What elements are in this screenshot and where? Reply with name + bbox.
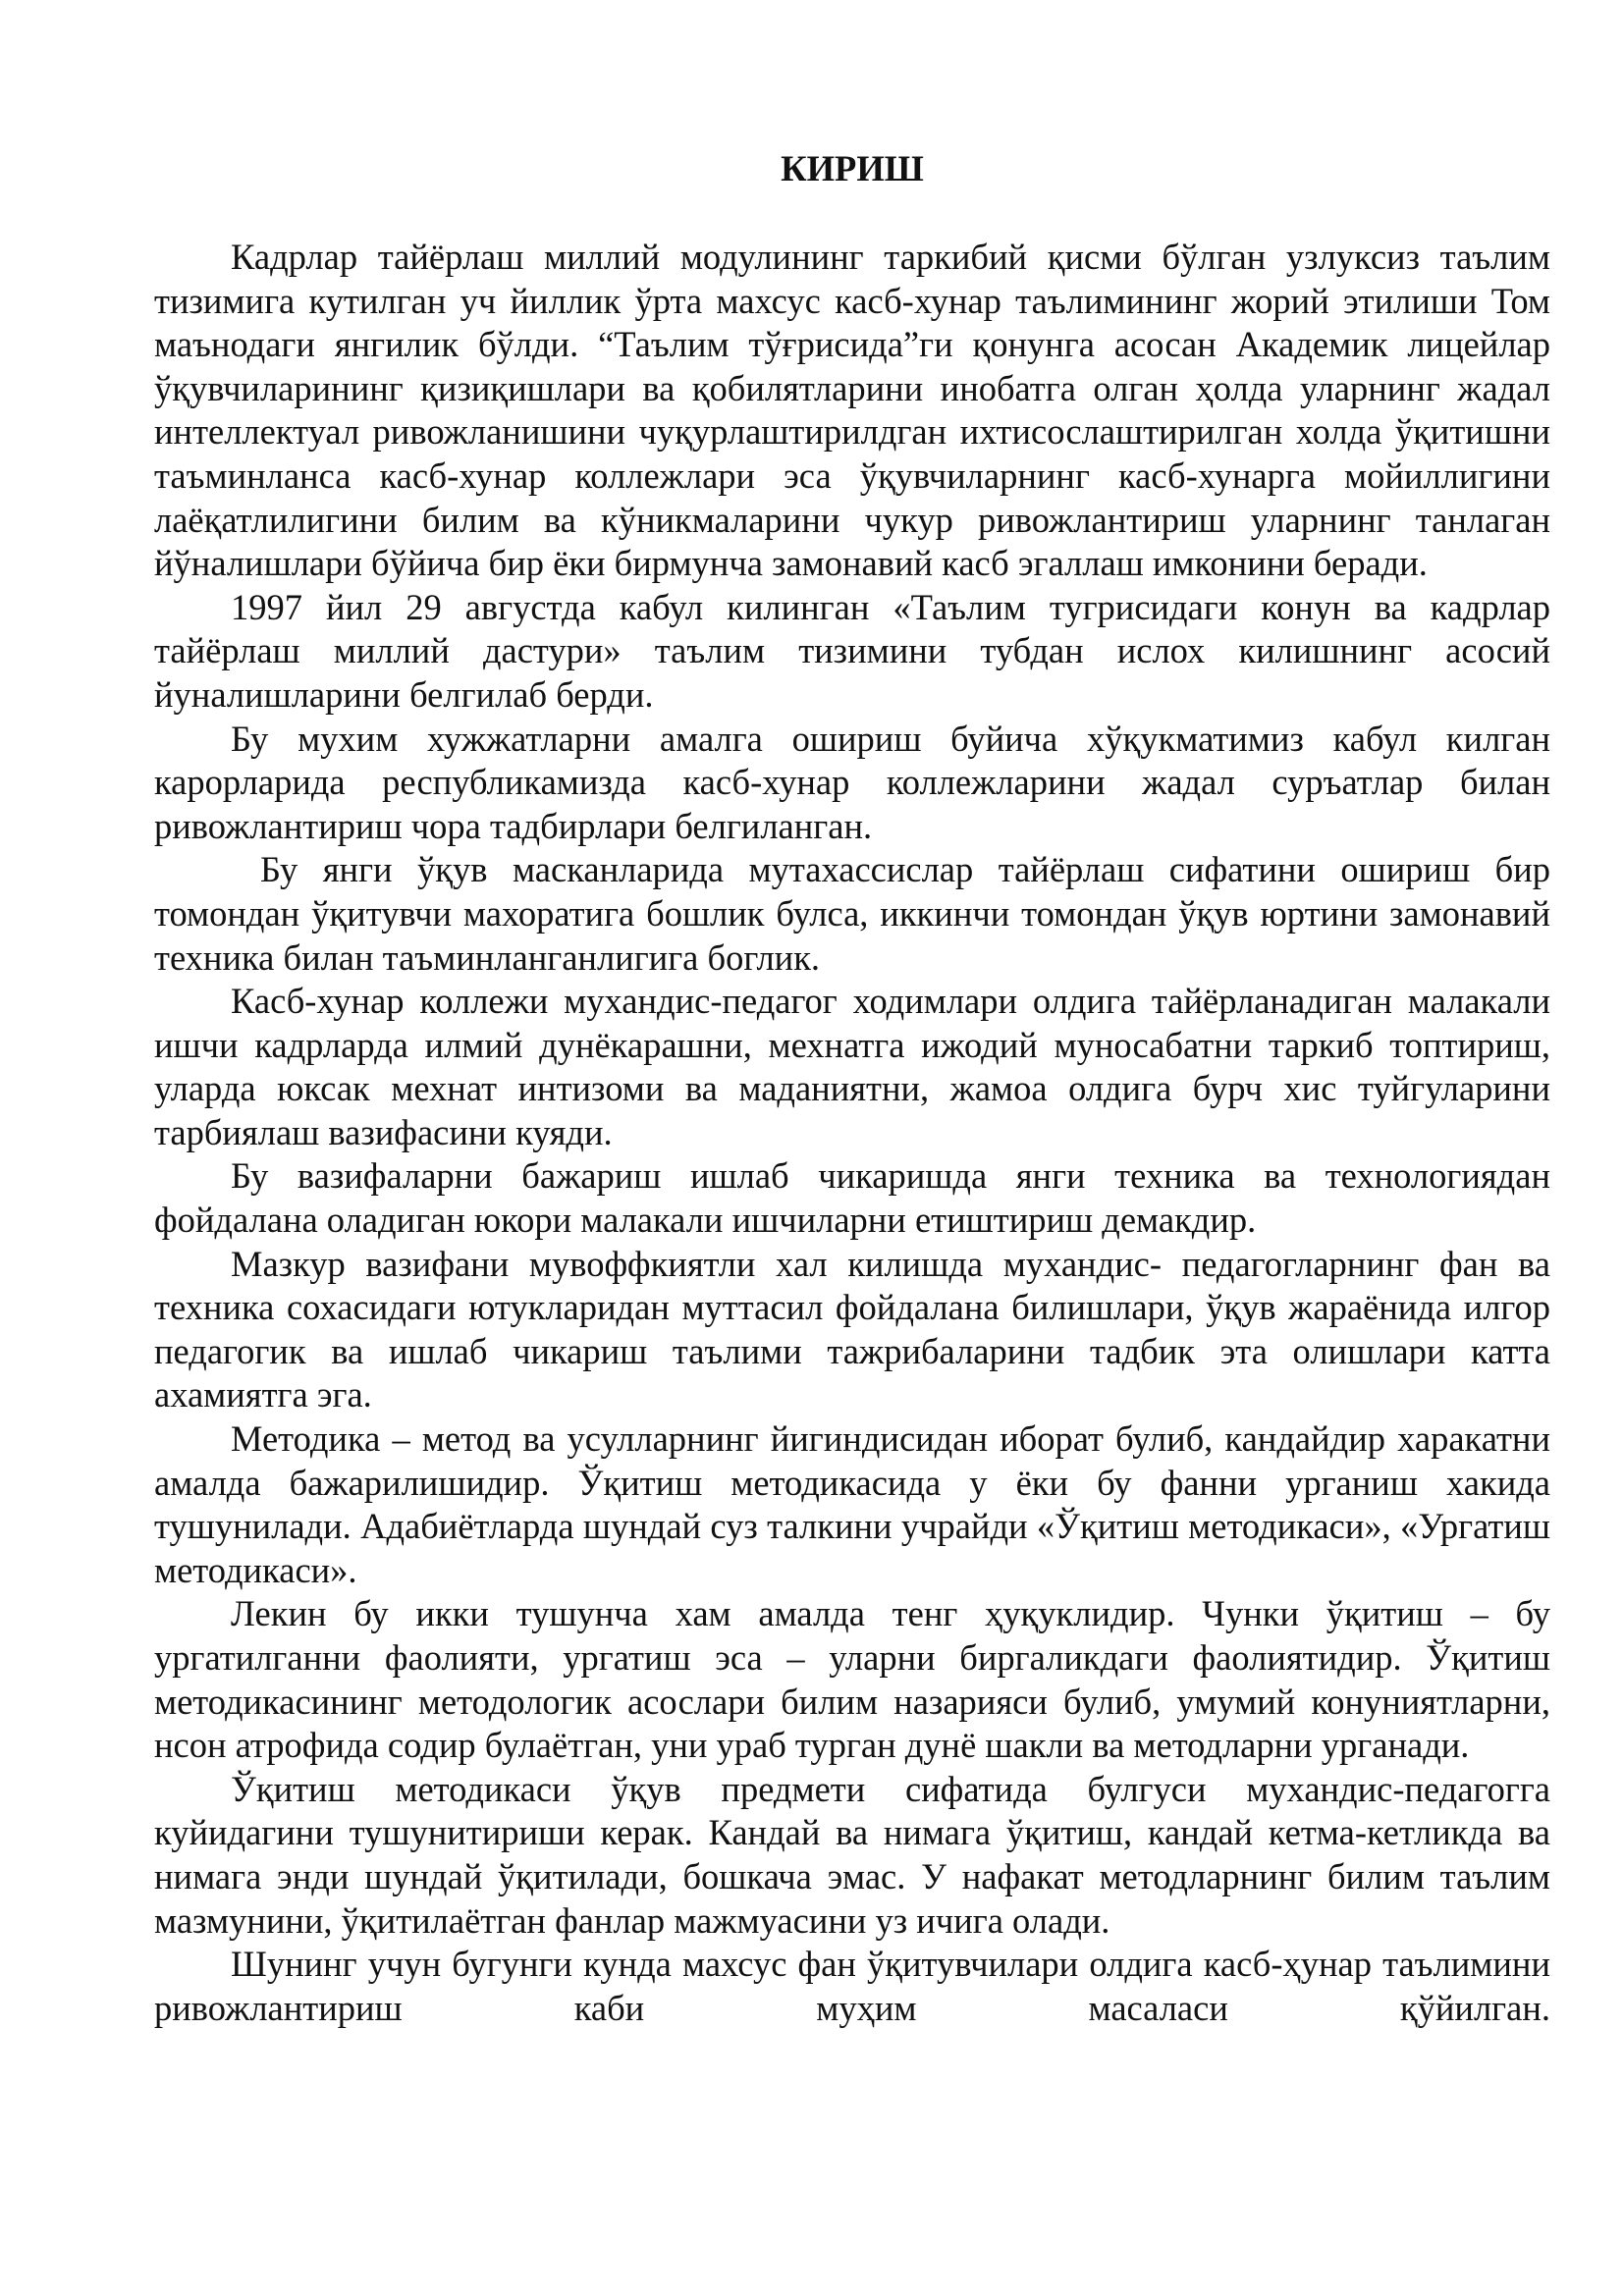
paragraph-conclusion: Шунинг учун бугунги кунда махсус фан ўқитувчилари олдига касб-ҳунар таълимини ривожлантириш каби муҳим масаласи қўйилган. [154,1944,1550,2028]
paragraph-intro: Кадрлар тайёрлаш миллий модулининг таркибий қисми бўлган узлуксиз таълим тизимига кутилган уч йиллик ўрта махсус касб-хунар таълимининг жорий этилиши Том маънодаги янгилик бўлди. “Таълим тўғрисида”ги қонунга асосан Академик лицейлар ўқувчиларининг қизиқишлари ва қобилятларини инобатга олган ҳолда уларнинг жадал интеллектуал ривожланишини чуқурлаштирилдган ихтисослаштирилган холда ўқитишни таъминланса касб-хунар коллежлари эса ўқувчиларнинг касб-хунарга мойиллигини лаёқатлилигини билим ва кўникмаларини чукур ривожлантириш уларнинг танлаган йўналишлари бўйича бир ёки бирмунча замонавий касб эгаллаш имконини беради. [154,237,1550,584]
document-page [154,147,1550,2030]
paragraph-college-staff: Касб-хунар коллежи мухандис-педагог ходимлари олдига тайёрланадиган малакали ишчи кадрларда илмий дунёкарашни, мехнатга ижодий муносабатни таркиб топтириш, уларда юксак мехнат интизоми ва маданиятни, жамоа олдига бурч хис туйгуларини тарбиялаш вазифасини куяди. [154,981,1550,1152]
paragraph-tasks: Бу вазифаларни бажариш ишлаб чикаришда янги техника ва технологиядан фойдалана оладиган юкори малакали ишчиларни етиштириш демакдир. [154,1155,1550,1241]
paragraph-methodology-definition: Методика – метод ва усулларнинг йигиндисидан иборат булиб, кандайдир харакатни амалда бажарилишидир. Ўқитиш методикасида у ёки бу фанни урганиш хакида тушунилади. Адабиётларда шундай суз талкини учрайди «Ўқитиш методикаси», «Ургатиш методикаси». [154,1418,1550,1590]
paragraph-government-decisions: Бу мухим хужжатларни амалга ошириш буйича хўқукматимиз кабул килган карорларида республикамизда касб-хунар коллежларини жадал суръатлар билан ривожлантириш чора тадбирлари белгиланган. [154,718,1550,846]
paragraph-1997-law: 1997 йил 29 августда кабул килинган «Таълим тугрисидаги конун ва кадрлар тайёрлаш миллий дастури» таълим тизимини тубдан ислох килишнинг асосий йуналишларини белгилаб берди. [154,586,1550,715]
paragraph-teaching-subject: Ўқитиш методикаси ўқув предмети сифатида булгуси мухандис-педагогга куйидагини тушунитириши керак. Кандай ва нимага ўқитиш, кандай кетма-кетликда ва нимага энди шундай ўқитилади, бошкача эмас. У нафакат методларнинг билим таълим мазмунини, ўқитилаётган фанлар мажмуасини уз ичига олади. [154,1768,1550,1941]
page-title: КИРИШ [781,148,924,188]
paragraph-new-institutions: Бу янги ўқув масканларида мутахассислар тайёрлаш сифатини ошириш бир томондан ўқитувчи махоратига бошлик булса, иккинчи томондан ўқув юртини замонавий техника билан таъминланганлигига боглик. [154,849,1550,978]
paragraph-teaching-concepts: Лекин бу икки тушунча хам амалда тенг ҳуқуклидир. Чунки ўқитиш – бу ургатилганни фаолияти, ургатиш эса – уларни биргаликдаги фаолиятидир. Ўқитиш методикасининг методологик асослари билим назарияси булиб, умумий конуниятларни, нсон атрофида содир булаётган, уни ураб турган дунё шакли ва методларни урганади. [154,1593,1550,1766]
paragraph-engineer-teachers: Мазкур вазифани мувоффкиятли хал килишда мухандис- педагогларнинг фан ва техника сохасидаги ютукларидан муттасил фойдалана билишлари, ўқув жараёнида илгор педагогик ва ишлаб чикариш таълими тажрибаларини тадбик эта олишлари катта ахамиятга эга. [154,1243,1550,1415]
